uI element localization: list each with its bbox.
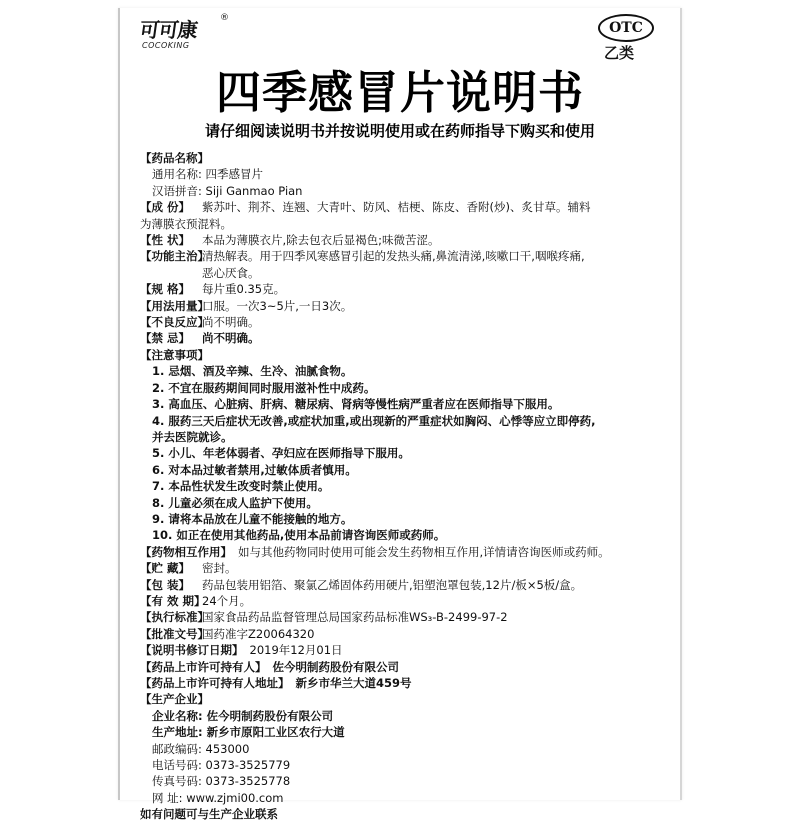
- revision-row: [140, 642, 680, 658]
- ingredients-row: [140, 199, 680, 215]
- dosage-row: [140, 298, 680, 314]
- interactions-label: 【药物相互作用】: [140, 544, 232, 559]
- storage-row: [140, 560, 680, 576]
- precaution-item: 10. 如正在使用其他药品,使用本品前请咨询医师或药师。: [152, 528, 446, 543]
- package-row: [140, 577, 680, 593]
- package-label: 【包 装】: [140, 577, 191, 592]
- precautions-row: [140, 347, 680, 363]
- validity-row: [140, 593, 680, 609]
- properties-row: [140, 232, 680, 248]
- mah-address-label: 【药品上市许可持有人地址】: [140, 676, 290, 690]
- standard-row: [140, 609, 680, 625]
- phone-row: [140, 757, 680, 773]
- brand-name-en: COCOKING: [142, 41, 190, 50]
- phone-label: 电话号码:: [152, 758, 202, 773]
- package-value: 药品包装用铝箔、聚氯乙烯固体药用硬片,铝塑泡罩包装,12片/板×5板/盒。: [202, 577, 583, 592]
- standard-value: 国家食品药品监督管理总局国家药品标准WS₃-B-2499-97-2: [202, 610, 508, 625]
- indications-value-1: 清热解表。用于四季风寒感冒引起的发热头痛,鼻流清涕,咳嗽口干,咽喉疼痛,: [202, 249, 585, 264]
- interactions-value: 如与其他药物同时使用可能会发生药物相互作用,详情请咨询医师或药师。: [238, 544, 610, 559]
- website-label: 网 址:: [152, 790, 183, 805]
- spec-label: 【规 格】: [140, 282, 191, 297]
- mah-row: [140, 659, 680, 675]
- dosage-label: 【用法用量】: [140, 298, 209, 313]
- fax-label: 传真号码:: [152, 774, 202, 789]
- indications-row-cont: [140, 265, 680, 281]
- pinyin-label: 汉语拼音:: [152, 183, 202, 198]
- spec-row: [140, 281, 680, 297]
- company-name-row: [140, 708, 680, 724]
- website-row: [140, 790, 680, 806]
- validity-value: 24个月。: [202, 593, 252, 608]
- contra-value: 尚不明确。: [202, 331, 260, 346]
- precaution-item: 5. 小儿、年老体弱者、孕妇应在医师指导下服用。: [152, 446, 410, 461]
- company-name-label: 企业名称:: [152, 708, 203, 723]
- contra-row: [140, 330, 680, 346]
- adverse-row: [140, 314, 680, 330]
- indications-value-2: 恶心厌食。: [202, 265, 260, 280]
- otc-badge: OTC: [598, 14, 654, 42]
- factory-address-label: 生产地址:: [152, 725, 203, 740]
- common-name-value: 四季感冒片: [205, 167, 264, 182]
- company-name-value: 佐今明制药股份有限公司: [206, 708, 334, 723]
- indications-row: [140, 248, 680, 264]
- brand-name: 可可康: [138, 18, 199, 42]
- storage-label: 【贮 藏】: [140, 561, 191, 576]
- precaution-item: 7. 本品性状发生改变时禁止使用。: [152, 479, 330, 494]
- precaution-item: 6. 对本品过敏者禁用,过敏体质者慎用。: [152, 462, 357, 477]
- zip-value: 453000: [205, 741, 250, 756]
- precaution-item: 并去医院就诊。: [152, 429, 233, 444]
- mah-address-row: [140, 675, 680, 691]
- ingredients-row-cont: [140, 216, 680, 232]
- revision-value: 2019年12月01日: [249, 643, 343, 658]
- indications-label: 【功能主治】: [140, 249, 209, 264]
- approval-value: 国药准字Z20064320: [202, 626, 315, 641]
- otc-class: 乙类: [604, 44, 635, 62]
- manufacturer-label: 【生产企业】: [140, 692, 209, 707]
- pinyin-row: [140, 183, 680, 199]
- properties-label: 【性 状】: [140, 233, 191, 248]
- fax-value: 0373-3525778: [205, 774, 291, 789]
- factory-address-value: 新乡市原阳工业区农行大道: [206, 725, 345, 740]
- precaution-item: 1. 忌烟、酒及辛辣、生冷、油腻食物。: [152, 364, 353, 379]
- adverse-value: 尚不明确。: [202, 315, 260, 330]
- contra-label: 【禁 忌】: [140, 331, 191, 346]
- adverse-label: 【不良反应】: [140, 315, 209, 330]
- validity-label: 【有 效 期】: [140, 593, 206, 608]
- common-name-row: [140, 166, 680, 182]
- ingredients-value-1: 紫苏叶、荆芥、连翘、大青叶、防风、桔梗、陈皮、香附(炒)、炙甘草。辅料: [202, 200, 591, 215]
- mah-label: 【药品上市许可持有人】: [140, 659, 267, 674]
- manufacturer-row: [140, 691, 680, 707]
- interactions-row: [140, 544, 680, 560]
- contact-note: 如有问题可与生产企业联系: [140, 807, 278, 822]
- precaution-item: 9. 请将本品放在儿童不能接触的地方。: [152, 511, 353, 526]
- mah-value: 佐今明制药股份有限公司: [272, 659, 399, 674]
- drug-name-label: 【药品名称】: [140, 151, 209, 165]
- spec-value: 每片重0.35克。: [202, 282, 286, 297]
- approval-row: [140, 626, 680, 642]
- revision-label: 【说明书修订日期】: [140, 643, 244, 658]
- precaution-item: 2. 不宜在服药期间同时服用滋补性中成药。: [152, 380, 376, 395]
- leaflet-body: [140, 150, 680, 823]
- pinyin-value: Siji Ganmao Pian: [205, 183, 303, 198]
- dosage-value: 口服。一次3~5片,一日3次。: [202, 298, 353, 313]
- precaution-item: 8. 儿童必须在成人监护下使用。: [152, 495, 318, 510]
- factory-address-row: [140, 724, 680, 740]
- brand-logo: [140, 14, 230, 56]
- approval-label: 【批准文号】: [140, 626, 209, 641]
- properties-value: 本品为薄膜衣片,除去包衣后显褐色;味微苦涩。: [202, 233, 440, 248]
- page-subtitle: 请仔细阅读说明书并按说明使用或在药师指导下购买和使用: [204, 122, 595, 140]
- precaution-item: 4. 服药三天后症状无改善,或症状加重,或出现新的严重症状如胸闷、心悸等应立即停药,: [152, 413, 596, 428]
- registered-mark: ®: [220, 13, 229, 23]
- phone-value: 0373-3525779: [205, 758, 291, 773]
- zip-row: [140, 741, 680, 757]
- standard-label: 【执行标准】: [140, 610, 209, 625]
- storage-value: 密封。: [202, 561, 237, 576]
- page-title: 四季感冒片说明书: [215, 66, 584, 119]
- precaution-item: 3. 高血压、心脏病、肝病、糖尿病、肾病等慢性病严重者应在医师指导下服用。: [152, 397, 560, 412]
- mah-address-value: 新乡市华兰大道459号: [295, 676, 412, 690]
- fax-row: [140, 773, 680, 789]
- precautions-label: 【注意事项】: [140, 347, 209, 362]
- drug-name-section: [140, 150, 680, 166]
- ingredients-value-2: 为薄膜衣预混料。: [140, 216, 232, 231]
- website-value: www.zjmi00.com: [186, 790, 284, 805]
- zip-label: 邮政编码:: [152, 741, 202, 756]
- ingredients-label: 【成 份】: [140, 200, 191, 215]
- common-name-label: 通用名称:: [152, 167, 202, 182]
